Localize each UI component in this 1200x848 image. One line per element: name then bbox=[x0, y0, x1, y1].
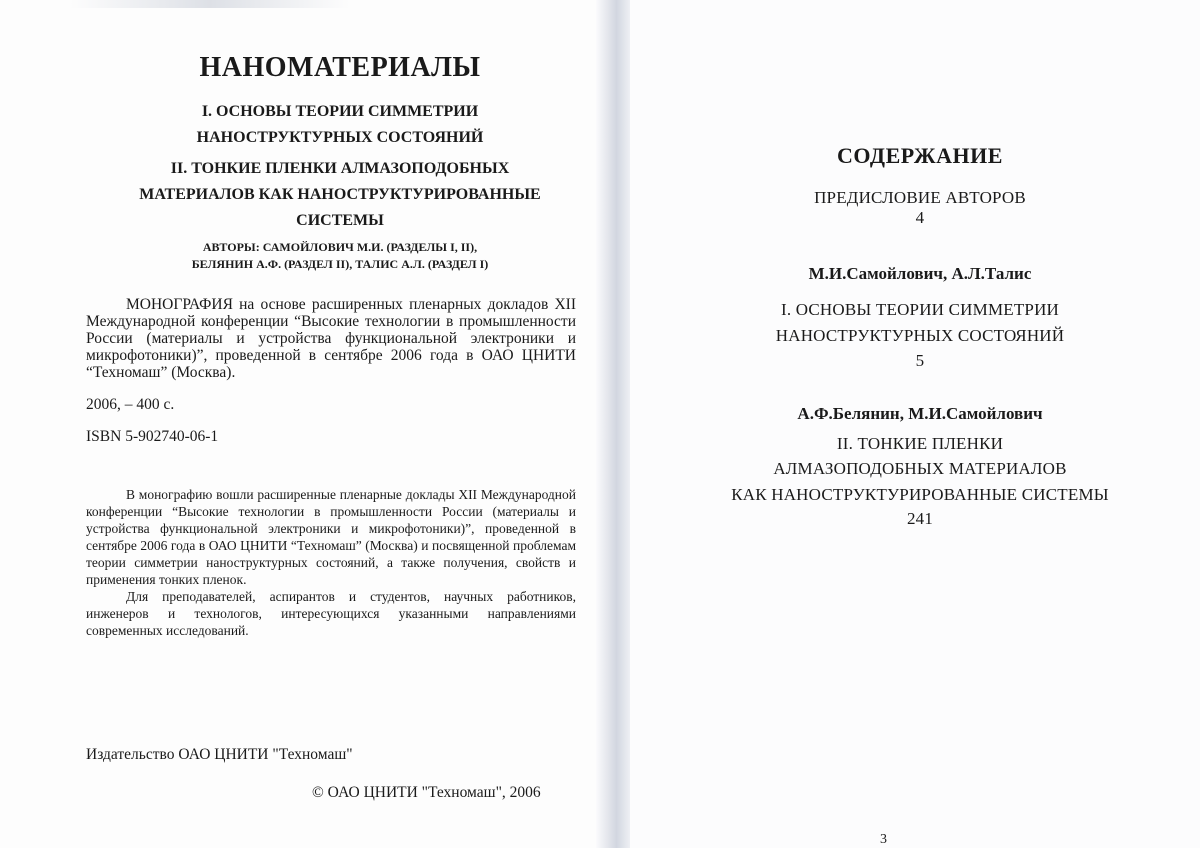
isbn: ISBN 5-902740-06-1 bbox=[86, 428, 219, 445]
toc-preface-label: ПРЕДИСЛОВИЕ АВТОРОВ bbox=[814, 188, 1026, 207]
contents-title: СОДЕРЖАНИЕ bbox=[837, 143, 1003, 168]
toc-section2-title: АЛМАЗОПОДОБНЫХ МАТЕРИАЛОВ bbox=[773, 459, 1067, 478]
part-heading-line: I. ОСНОВЫ ТЕОРИИ СИММЕТРИИ bbox=[201, 103, 479, 120]
part-heading-line: II. ТОНКИЕ ПЛЕНКИ АЛМАЗОПОДОБНЫХ bbox=[170, 160, 510, 177]
annotation bbox=[86, 486, 576, 639]
toc-section2-title: КАК НАНОСТРУКТУРИРОВАННЫЕ СИСТЕМЫ bbox=[731, 485, 1109, 504]
part-heading-line: НАНОСТРУКТУРНЫХ СОСТОЯНИЙ bbox=[196, 129, 484, 146]
toc-section2-authors: А.Ф.Белянин, М.И.Самойлович bbox=[797, 404, 1043, 423]
annotation-paragraph: В монографию вошли расширенные пленарные доклады XII Международной конференции “Высокие технологии в промышленности России (материалы и устройства функциональной электроники и микрофотоники)”, проведенной в сентябре 2006 года в ОАО ЦНИТИ “Техномаш” (Москва) и посвященной проблемам теории симметрии наноструктурных состояний, а также получения, свойств и применения тонких пленок. bbox=[86, 487, 576, 587]
toc-section1-title: НАНОСТРУКТУРНЫХ СОСТОЯНИЙ bbox=[775, 326, 1065, 345]
toc-section2-title: II. ТОНКИЕ ПЛЕНКИ bbox=[836, 434, 1004, 453]
authors-line: АВТОРЫ: САМОЙЛОВИЧ М.И. (РАЗДЕЛЫ I, II), bbox=[202, 240, 478, 254]
right-page bbox=[617, 0, 1200, 848]
authors-line: БЕЛЯНИН А.Ф. (РАЗДЕЛ II), ТАЛИС А.Л. (РАЗДЕЛ I) bbox=[191, 257, 489, 271]
book-title: НАНОМАТЕРИАЛЫ bbox=[199, 52, 481, 83]
toc-section1-authors: М.И.Самойлович, А.Л.Талис bbox=[808, 264, 1032, 283]
toc-section2-page: 241 bbox=[906, 509, 934, 528]
page-number: 3 bbox=[880, 832, 887, 847]
toc-section1-page: 5 bbox=[915, 351, 925, 370]
annotation-paragraph: Для преподавателей, аспирантов и студентов, научных работников, инженеров и технологов, интересующихся указанными направлениями современных исследований. bbox=[86, 589, 576, 638]
toc-preface-page: 4 bbox=[915, 208, 925, 227]
scan-smudge bbox=[70, 0, 350, 8]
monograph-description: МОНОГРАФИЯ на основе расширенных пленарных докладов XII Международной конференции “Высокие технологии в промышленности России (материалы и устройства функциональной электроники и микрофотоники)”, проведенной в сентябре 2006 года в ОАО ЦНИТИ “Техномаш” (Москва). bbox=[86, 296, 576, 381]
toc-section1-title: I. ОСНОВЫ ТЕОРИИ СИММЕТРИИ bbox=[780, 300, 1060, 319]
part-heading-line: СИСТЕМЫ bbox=[296, 212, 384, 229]
pages-info: 2006, – 400 с. bbox=[86, 396, 175, 413]
book-gutter bbox=[596, 0, 630, 848]
copyright: © ОАО ЦНИТИ "Техномаш", 2006 bbox=[312, 784, 541, 801]
part-heading-line: МАТЕРИАЛОВ КАК НАНОСТРУКТУРИРОВАННЫЕ bbox=[139, 186, 541, 203]
publisher: Издательство ОАО ЦНИТИ "Техномаш" bbox=[86, 746, 353, 763]
